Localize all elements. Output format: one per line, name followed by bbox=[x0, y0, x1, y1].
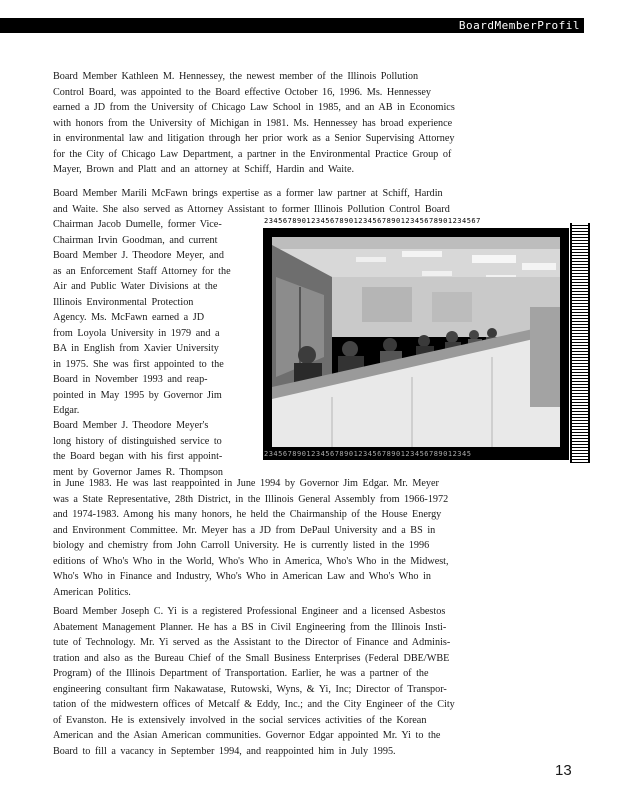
text-line: Chairman Jacob Dumelle, former Vice- bbox=[53, 219, 222, 230]
text-line: Board Member J. Theodore Meyer, and bbox=[53, 250, 224, 261]
text-line: biology and chemistry from John Carroll University. He is currently listed in the 1996 bbox=[53, 540, 430, 551]
text-line: Board to fill a vacancy in September 1994, and reappointed him in July 1995. bbox=[53, 745, 396, 757]
paragraph-mcfawn-intro bbox=[53, 186, 493, 217]
text-line: American and the Asian American communities. Governor Edgar appointed Mr. Yi to the bbox=[53, 730, 441, 741]
board-meeting-photo bbox=[263, 217, 569, 460]
header-bar bbox=[0, 18, 584, 33]
text-line: Board Member Kathleen M. Hennessey, the newest member of the Illinois Pollution bbox=[53, 71, 419, 82]
text-line: Control Board, was appointed to the Board effective October 16, 1996. Ms. Hennessey bbox=[53, 86, 432, 98]
text-line: was a State Representative, 28th District, in the Illinois General Assembly from 1966-1972 bbox=[53, 493, 449, 505]
text-line: Program) of the Illinois Department of Transportation. Earlier, he was a partner of the bbox=[53, 668, 429, 679]
text-line: and Waite. She also served as Attorney Assistant to former Illinois Pollution Control Board bbox=[53, 203, 450, 215]
film-strip-top: 2345678901234567890123456789012345678901234567 bbox=[264, 217, 481, 225]
text-line: the Board began with his first appoint- bbox=[53, 451, 223, 462]
text-line: BA in English from Xavier University bbox=[53, 343, 219, 354]
text-line: Agency. Ms. McFawn earned a JD bbox=[53, 312, 205, 323]
text-line: earned a JD from the University of Chicago Law School in 1985, and an AB in Economics bbox=[53, 102, 455, 113]
text-line: and Environment Committee. Mr. Meyer has a JD from DePaul University and a BS in bbox=[53, 524, 436, 536]
text-line: Air and Public Water Divisions at the bbox=[53, 281, 218, 292]
text-line: from Loyola University in 1979 and a bbox=[53, 327, 220, 339]
text-line: Mayer, Brown and Platt and an attorney at Schiff, Hardin and Waite. bbox=[53, 164, 355, 175]
paragraph-mcfawn-column bbox=[53, 217, 243, 419]
paragraph-meyer-column bbox=[53, 418, 243, 480]
text-line: Edgar. bbox=[53, 405, 80, 416]
text-line: tration and also as the Bureau Chief of the Small Business Enterprises (Federal DBE/WBE bbox=[53, 652, 450, 664]
text-line: engineering consultant firm Nakawatase, Rutowski, Wyns, & Yi, Inc; Director of Transpor- bbox=[53, 683, 447, 695]
paragraph-meyer bbox=[53, 476, 493, 600]
text-line: and 1974-1983. Among his many honors, he held the Chairmanship of the House Energy bbox=[53, 509, 442, 520]
text-line: editions of Who's Who in the World, Who's Who in America, Who's Who in the Midwest, bbox=[53, 555, 449, 567]
text-line: Board Member Marili McFawn brings expertise as a former law partner at Schiff, Hardin bbox=[53, 188, 443, 199]
text-line: in environmental law and litigation through her prior work as a Senior Supervising Attorney bbox=[53, 133, 455, 144]
text-line: Abatement Management Planner. He has a BS in Civil Engineering from the Illinois Insti- bbox=[53, 621, 447, 633]
text-line: tute of Technology. Mr. Yi served as the Assistant to the Director of Finance and Adminis- bbox=[53, 637, 451, 648]
text-line: Board Member Joseph C. Yi is a registered Professional Engineer and a licensed Asbestos bbox=[53, 606, 446, 617]
page-number: 13 bbox=[555, 762, 572, 779]
text-line: Board Member J. Theodore Meyer's bbox=[53, 420, 209, 431]
text-line: in 1975. She was first appointed to the bbox=[53, 358, 224, 370]
text-line: in June 1983. He was last reappointed in June 1994 by Governor Jim Edgar. Mr. Meyer bbox=[53, 478, 439, 489]
text-line: American Politics. bbox=[53, 586, 131, 598]
text-line: Who's Who in Finance and Industry, Who's Who in American Law and Who's Who in bbox=[53, 571, 431, 582]
text-line: Board in November 1993 and reap- bbox=[53, 374, 208, 385]
text-line: as an Enforcement Staff Attorney for the bbox=[53, 265, 231, 277]
text-line: tation of the midwestern offices of Metcalf & Eddy, Inc.; and the City Engineer of the City bbox=[53, 699, 455, 710]
text-line: Chairman Irvin Goodman, and current bbox=[53, 234, 218, 246]
film-strip-bottom: 23456789012345678901234567890123456789012345 bbox=[264, 450, 568, 459]
paragraph-hennessey bbox=[53, 69, 493, 178]
text-line: ment by Governor James R. Thompson bbox=[53, 466, 223, 478]
text-line: with honors from the University of Michigan in 1981. Ms. Hennessey has broad experience bbox=[53, 117, 453, 129]
text-line: Illinois Environmental Protection bbox=[53, 296, 194, 308]
text-line: for the City of Chicago Law Department, a partner in the Environmental Practice Group of bbox=[53, 148, 452, 160]
film-strip-side bbox=[570, 223, 590, 463]
text-line: long history of distinguished service to bbox=[53, 435, 222, 447]
photo-image bbox=[272, 237, 560, 447]
header-title: BoardMemberProfil bbox=[458, 19, 580, 32]
text-line: of Evanston. He is extensively involved in the social services activities of the Korean bbox=[53, 714, 427, 726]
paragraph-yi bbox=[53, 604, 493, 759]
text-line: pointed in May 1995 by Governor Jim bbox=[53, 389, 222, 401]
